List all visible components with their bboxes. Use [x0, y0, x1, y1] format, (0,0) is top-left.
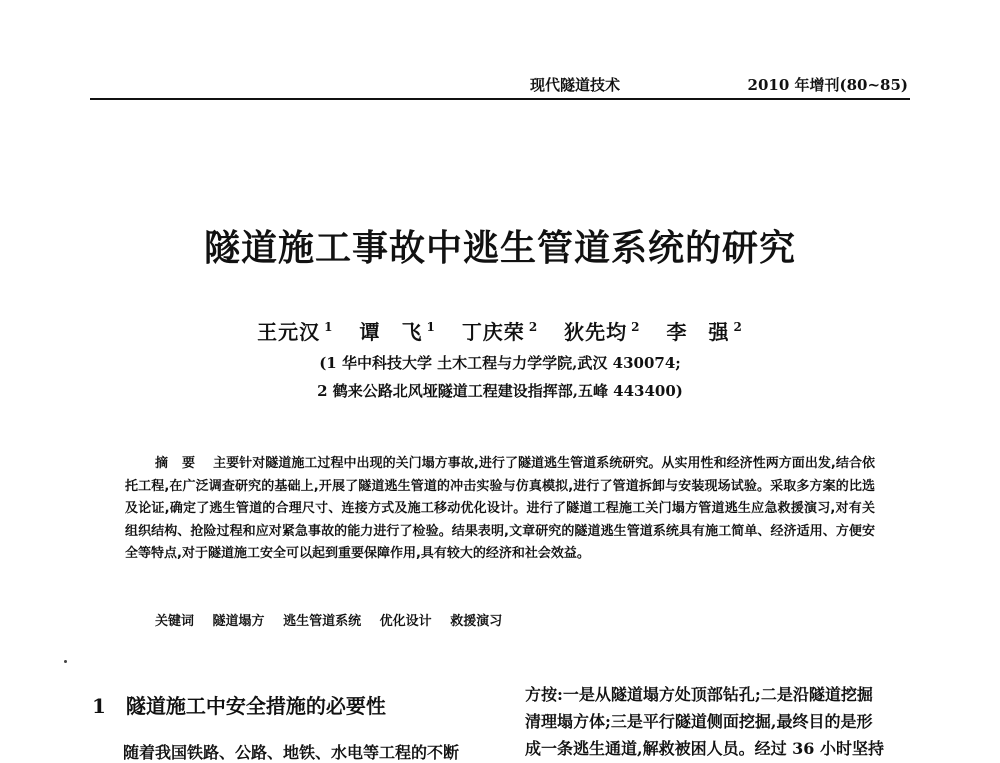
keyword: 救援演习 [450, 614, 503, 629]
text-line: 方按:一是从隧道塌方处顶部钻孔;二是沿隧道挖掘 [525, 685, 873, 704]
author: 李 强 $^2$ [666, 320, 743, 344]
keyword: 逃生管道系统 [283, 614, 362, 629]
keywords-label: 关键词 [155, 614, 195, 629]
abstract-text: 主要针对隧道施工过程中出现的关门塌方事故,进行了隧道逃生管道系统研究。从实用性和经济性两方面出发,结合依托工程,在广泛调查研究的基础上,开展了隧道逃生管道的冲击实验与仿真模拟,进行了管道拆卸与安装现场试验。采取多方案的比选及论证,确定了逃生管道的合理尺寸、连接方式及施工移动优化设计。进行了隧道工程施工关门塌方管道逃生应急救援演习,对有关组织结构、抢险过程和应对紧急事故的能力进行了检验。结果表明,文章研究的隧道逃生管道系统具有施工简单、经济适用、方便安全等特点,对于隧道施工安全可以起到重要保障作用,具有较大的经济和社会效益。 [125, 456, 875, 561]
journal-name: 现代隧道技术 [530, 76, 621, 94]
abstract [125, 453, 875, 566]
affiliation-2: 2 鹤来公路北风垭隧道工程建设指挥部,五峰 443400) [317, 382, 683, 400]
section-number: 1 [92, 694, 106, 718]
text-line: 清理塌方体;三是平行隧道侧面挖掘,最终目的是形 [525, 712, 873, 731]
section-heading [92, 690, 386, 719]
keywords [155, 610, 875, 629]
stray-mark [64, 660, 67, 663]
author: 丁庆荣 $^2$ [461, 320, 539, 344]
author-list [0, 316, 1000, 345]
body-text-left: 随着我国铁路、公路、地铁、水电等工程的不断 [123, 743, 460, 762]
issue-info: 2010 年增刊(80~85) [747, 76, 908, 94]
text-line: 成一条逃生通道,解救被困人员。经过 36 小时坚持 [525, 739, 884, 758]
keyword: 优化设计 [379, 614, 432, 629]
paper-title: 隧道施工事故中逃生管道系统的研究 [203, 227, 796, 269]
author: 王元汉 $^1$ [257, 320, 334, 344]
abstract-label: 摘要 [155, 456, 210, 471]
keyword: 隧道塌方 [212, 614, 265, 629]
section-title: 隧道施工中安全措施的必要性 [125, 694, 386, 718]
page-header [90, 72, 910, 100]
author: 狄先均 $^2$ [564, 320, 641, 344]
author: 谭 飞 $^1$ [359, 320, 436, 344]
affiliation-1: (1 华中科技大学 土木工程与力学学院,武汉 430074; [319, 354, 681, 372]
body-text-right [525, 681, 915, 762]
